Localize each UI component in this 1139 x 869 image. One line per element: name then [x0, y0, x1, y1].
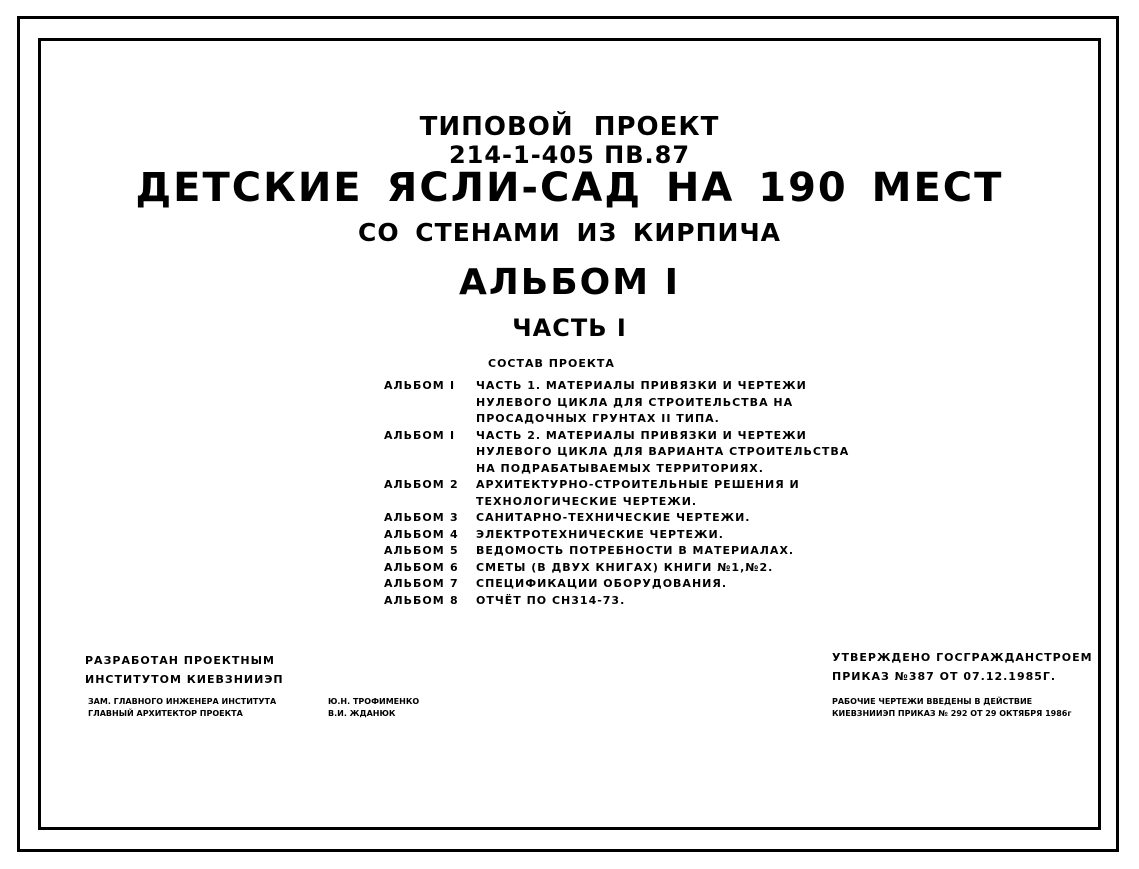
project-code: 214-1-405 ПВ.87 [448, 141, 691, 169]
album-list-item [384, 477, 849, 510]
album-list-item [384, 576, 849, 593]
album-name: АЛЬБОМ [384, 527, 445, 541]
album-description: ОТЧЁТ ПО СН314-73. [476, 593, 626, 607]
album-number: 8 [450, 593, 459, 607]
album-name: АЛЬБОМ [384, 379, 445, 392]
working-drawings-line-2: КИЕВЗНИИЭП ПРИКАЗ № 292 ОТ 29 ОКТЯБРЯ 1986г [832, 709, 1072, 718]
approval-line-1: УТВЕРЖДЕНО ГОСГРАЖДАНСТРОЕМ [832, 651, 1093, 664]
album-number: I [450, 379, 456, 392]
project-subtitle: СО СТЕНАМИ ИЗ КИРПИЧА [357, 218, 782, 247]
album-list [384, 378, 849, 609]
project-type: ТИПОВОЙ ПРОЕКТ [419, 112, 720, 142]
album-number: 4 [450, 527, 459, 541]
album-description: САНИТАРНО-ТЕХНИЧЕСКИЕ ЧЕРТЕЖИ. [476, 511, 751, 524]
position-2: ГЛАВНЫЙ АРХИТЕКТОР ПРОЕКТА [88, 709, 243, 718]
album-name: АЛЬБОМ [384, 593, 445, 607]
album-number: I [450, 428, 456, 442]
album-name: АЛЬБОМ [384, 511, 445, 524]
album-description: ВЕДОМОСТЬ ПОТРЕБНОСТИ В МАТЕРИАЛАХ. [476, 544, 795, 557]
album-number: 3 [450, 511, 459, 524]
album-list-item [384, 543, 849, 560]
album-name: АЛЬБОМ [384, 560, 445, 574]
album-description: СМЕТЫ (В ДВУХ КНИГАХ) КНИГИ №1,№2. [476, 560, 774, 574]
album-description: АРХИТЕКТУРНО-СТРОИТЕЛЬНЫЕ РЕШЕНИЯ И ТЕХНОЛОГИЧЕСКИЕ ЧЕРТЕЖИ. [476, 478, 800, 508]
developer-line-1: РАЗРАБОТАН ПРОЕКТНЫМ [85, 654, 275, 667]
developer-line-2: ИНСТИТУТОМ КИЕВЗНИИЭП [85, 673, 284, 686]
album-list-item [384, 593, 849, 610]
album-number: 5 [450, 544, 459, 557]
album-name: АЛЬБОМ [384, 428, 445, 442]
name-1: Ю.Н. ТРОФИМЕНКО [328, 697, 420, 706]
composition-title: СОСТАВ ПРОЕКТА [488, 357, 615, 370]
album-number: 2 [450, 478, 459, 491]
working-drawings-line-1: РАБОЧИЕ ЧЕРТЕЖИ ВВЕДЕНЫ В ДЕЙСТВИЕ [832, 697, 1033, 706]
name-2: В.И. ЖДАНЮК [328, 709, 396, 718]
album-description: СПЕЦИФИКАЦИИ ОБОРУДОВАНИЯ. [476, 577, 728, 590]
project-title: ДЕТСКИЕ ЯСЛИ-САД НА 190 МЕСТ [135, 165, 1004, 211]
album-list-item [384, 378, 849, 428]
album-name: АЛЬБОМ [384, 478, 445, 491]
album-list-item [384, 510, 849, 527]
album-description: ЧАСТЬ 2. МАТЕРИАЛЫ ПРИВЯЗКИ И ЧЕРТЕЖИ НУЛЕВОГО ЦИКЛА ДЛЯ ВАРИАНТА СТРОИТЕЛЬСТВА НА ПОДРАБАТЫВАЕМЫХ ТЕРРИТОРИЯХ. [476, 428, 850, 475]
album-description: ЧАСТЬ 1. МАТЕРИАЛЫ ПРИВЯЗКИ И ЧЕРТЕЖИ НУЛЕВОГО ЦИКЛА ДЛЯ СТРОИТЕЛЬСТВА НА ПРОСАДОЧНЫХ ГРУНТАХ II ТИПА. [476, 379, 807, 425]
album-list-item [384, 560, 849, 577]
album-title: АЛЬБОМ I [459, 262, 680, 303]
album-description: ЭЛЕКТРОТЕХНИЧЕСКИЕ ЧЕРТЕЖИ. [476, 527, 724, 541]
album-name: АЛЬБОМ [384, 544, 445, 557]
album-list-item [384, 428, 849, 478]
approval-line-2: ПРИКАЗ №387 ОТ 07.12.1985Г. [832, 670, 1057, 683]
album-number: 7 [450, 577, 459, 590]
position-1: ЗАМ. ГЛАВНОГО ИНЖЕНЕРА ИНСТИТУТА [88, 697, 277, 706]
album-name: АЛЬБОМ [384, 577, 445, 590]
album-list-item [384, 527, 849, 544]
album-number: 6 [450, 560, 459, 574]
part-title: ЧАСТЬ I [512, 314, 627, 342]
